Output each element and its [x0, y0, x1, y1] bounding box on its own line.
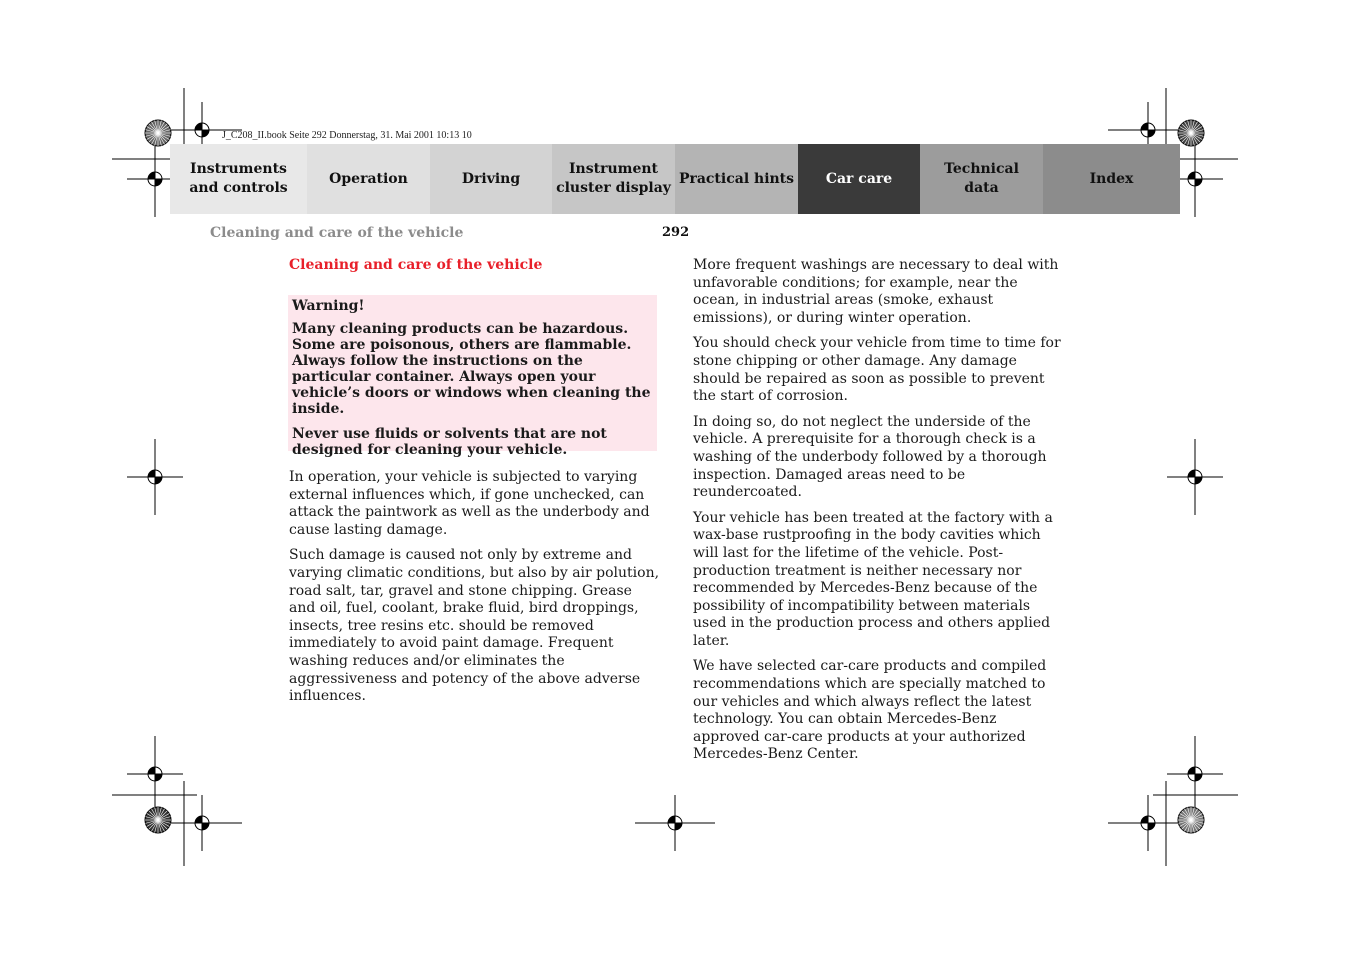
chapter-tab-driving[interactable]: Driving — [430, 144, 552, 214]
chapter-tab-technical-data[interactable]: Technical data — [920, 144, 1043, 214]
chapter-tab-bar — [170, 144, 1180, 214]
registration-crosshair — [1167, 736, 1223, 812]
left-column — [289, 469, 661, 714]
body-paragraph: Such damage is caused not only by extreme and varying climatic conditions, but also by air polution, road salt, tar, gravel and stone chipping. Grease and oil, fuel, coolant, brake fluid, bird droppings, insects, tree resins etc. should be removed immediately to avoid paint damage. Frequent washing reduces and/or eliminates the aggressiveness and potency of the above adverse influences. — [289, 547, 660, 705]
print-rosette-mark — [1178, 120, 1204, 146]
body-paragraph: Your vehicle has been treated at the factory with a wax-base rustproofing in the body cavities which will last for the lifetime of the vehicle. Post-production treatment is neither necessary nor recommended by Mercedes-Benz because of the possibility of incompatibility between materials used in the production process and others applied later. — [693, 509, 1053, 649]
chapter-tab-operation[interactable]: Operation — [307, 144, 430, 214]
running-header: Cleaning and care of the vehicle — [210, 225, 464, 241]
body-paragraph: In operation, your vehicle is subjected to varying external influences which, if gone unchecked, can attack the paintwork as well as the underbody and cause lasting damage. — [289, 469, 650, 538]
body-paragraph: More frequent washings are necessary to deal with unfavorable conditions; for example, near the ocean, in industrial areas (smoke, exhaust emissions), or during winter operation. — [693, 257, 1059, 326]
warning-paragraph: Never use fluids or solvents that are not designed for cleaning your vehicle. — [292, 426, 607, 458]
print-rosette-mark — [145, 807, 171, 833]
registration-crosshair — [162, 795, 242, 851]
chapter-tab-practical-hints[interactable]: Practical hints — [675, 144, 798, 214]
chapter-tab-car-care[interactable]: Car care — [798, 144, 920, 214]
registration-crosshair — [127, 439, 183, 515]
warning-box — [288, 295, 657, 458]
registration-crosshair — [635, 795, 715, 851]
body-paragraph: You should check your vehicle from time to time for stone chipping or other damage. Any damage should be repaired as soon as possible to prevent the start of corrosion. — [693, 335, 1061, 405]
page-number: 292 — [662, 225, 690, 240]
print-rosette-mark — [145, 120, 171, 146]
registration-crosshair — [1108, 795, 1188, 851]
warning-title: Warning! — [292, 298, 365, 314]
chapter-tab-index[interactable]: Index — [1043, 144, 1180, 214]
section-title: Cleaning and care of the vehicle — [289, 257, 543, 273]
body-paragraph: In doing so, do not neglect the underside of the vehicle. A prerequisite for a thorough check is a washing of the underbody followed by a thorough inspection. Damaged areas need to be reundercoated. — [693, 413, 1047, 501]
right-column — [693, 257, 1065, 772]
book-file-info: J_C208_II.book Seite 292 Donnerstag, 31. Mai 2001 10:13 10 — [222, 130, 472, 141]
print-rosette-mark — [1178, 807, 1204, 833]
registration-crosshair — [1167, 439, 1223, 515]
body-paragraph: We have selected car-care products and compiled recommendations which are specially matched to our vehicles and which always reflect the latest technology. You can obtain Mercedes-Benz approved car-care products at your authorized Mercedes-Benz Center. — [693, 658, 1047, 763]
chapter-tab-instruments-and-controls[interactable]: Instruments and controls — [170, 144, 307, 214]
warning-paragraph: Many cleaning products can be hazardous. Some are poisonous, others are flammable. Always follow the instructions on the particular container. Always open your vehicle’s doors or windows when cleaning the inside. — [292, 321, 651, 417]
registration-crosshair — [127, 736, 183, 812]
chapter-tab-instrument-cluster-display[interactable]: Instrument cluster display — [552, 144, 675, 214]
